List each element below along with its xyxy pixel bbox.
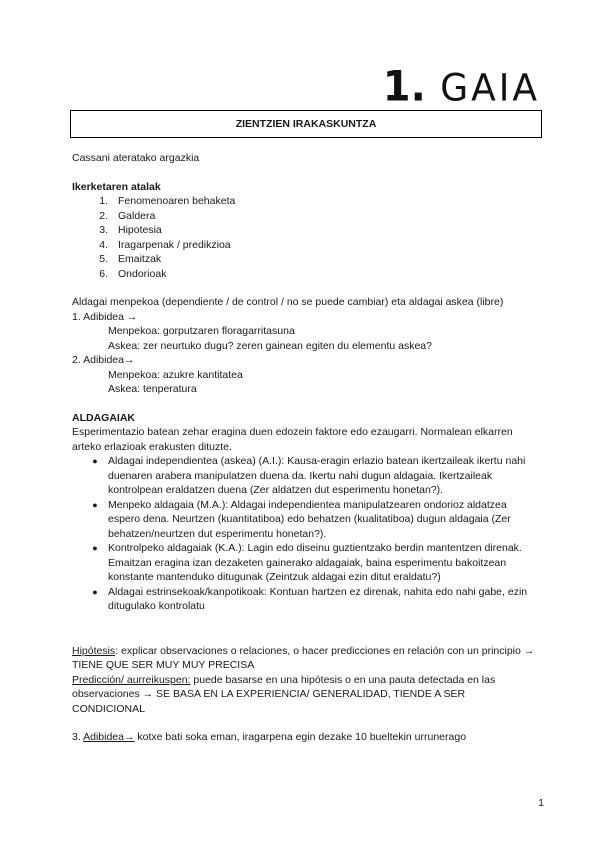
example-1-menpekoa: Menpekoa: gorputzaren floragarritasuna	[108, 325, 295, 337]
chapter-title: GAIA	[440, 67, 540, 111]
bullet-icon: ●	[92, 586, 98, 597]
page-number: 1	[538, 797, 544, 809]
chapter-number: 1.	[382, 62, 426, 112]
prediccion-term: Predicción/ aurreikuspen:	[72, 673, 191, 686]
document-body	[72, 151, 540, 745]
example-1-label: 1. Adibidea →	[72, 310, 138, 323]
example-1-askea: Askea: zer neurtuko dugu? zeren gainean egiten du elementu askea?	[108, 339, 432, 352]
example-2-askea: Askea: tenperatura	[108, 383, 197, 395]
chapter-heading	[383, 63, 540, 111]
list-item: 2. Galdera	[99, 209, 156, 222]
hipotesis-paragraph: Hipótesis: explicar observaciones o relaciones, o hacer predicciones en relación con un principio → TIENE QUE SER MUY MUY PRECISA	[72, 644, 535, 671]
section-title: ZIENTZIEN IRAKASKUNTZA	[235, 118, 377, 130]
ikerketa-list	[72, 194, 540, 281]
bullet-item: ● Aldagai independientea (askea) (A.I.): Kausa-eragin erlazio batean ikertzaileak ikertu nahi duenaren arabera manipulatzen duena da. Ikertu nahi dugun aldagaia. Ikertzaileak kontrolpean eraldatzen duena (Zer aldatzen dut esperimentu honetan?).	[72, 454, 540, 498]
example-2-label: 2. Adibidea→	[72, 354, 135, 366]
list-item: 3. Hipotesia	[99, 224, 162, 236]
ikerketa-heading: Ikerketaren atalak	[72, 180, 161, 193]
example-2-menpekoa: Menpekoa: azukre kantitatea	[108, 368, 243, 381]
bullet-item: ● Menpeko aldagaia (M.A.): Aldagai independientea manipulatzearen ondorioz aldatzea espero dena. Neurtzen (kuantitatiboa) edo behatzen (kualitatiboa) dugun aldagaia (Zer behatzen/neurtzen dut esperimentu honetan?).	[72, 498, 540, 542]
section-title-box	[70, 110, 542, 138]
example-3-term: Adibidea→	[83, 731, 135, 743]
aldagaiak-heading: ALDAGAIAK	[72, 411, 135, 424]
bullet-icon: ●	[92, 499, 98, 510]
aldagaiak-intro: Esperimentazio batean zehar eragina duen edozein faktore edo ezaugarri. Normalean elkarren arteko erlazioak erakusten dituzte.	[72, 426, 513, 453]
aldagaiak-bullets	[72, 454, 540, 614]
list-item: 1. Fenomenoaren behaketa	[99, 195, 236, 207]
intro-line: Cassani ateratako argazkia	[72, 152, 200, 164]
bullet-item: ● Aldagai estrinsekoak/kanpotikoak: Kontuan hartzen ez direnak, nahita edo nahi gabe, ezin ditugulako kontrolatu	[72, 585, 540, 614]
aldagai-intro: Aldagai menpekoa (dependiente / de control / no se puede cambiar) eta aldagai askea (libre)	[72, 296, 504, 308]
bullet-item: ● Kontrolpeko aldagaiak (K.A.): Lagin edo diseinu guztientzako berdin mantentzen direnak. Emaitzan eragina izan dezaketen gainerako aldagaiak, baina esperimentu bakoitzean konstante mantenduko ditugunak (Zeintzuk aldagai ezin ditut eraldatu?)	[72, 541, 540, 585]
list-item: 4. Iragarpenak / predikzioa	[99, 238, 231, 251]
bullet-icon: ●	[92, 543, 98, 553]
bullet-icon: ●	[92, 456, 98, 466]
hipotesis-term: Hipótesis	[72, 644, 116, 657]
list-item: 6. Ondorioak	[99, 267, 167, 280]
example-3-line: 3. Adibidea→ kotxe bati soka eman, iragarpena egin dezake 10 bueltekin urrunerago	[72, 731, 467, 743]
prediccion-paragraph: Predicción/ aurreikuspen: puede basarse en una hipótesis o en una pauta detectada en las observaciones → SE BASA EN LA EXPERIENCIA/ GENERALIDAD, TIENDE A SER CONDICIONAL	[72, 673, 496, 715]
list-item: 5. Emaitzak	[99, 253, 162, 265]
